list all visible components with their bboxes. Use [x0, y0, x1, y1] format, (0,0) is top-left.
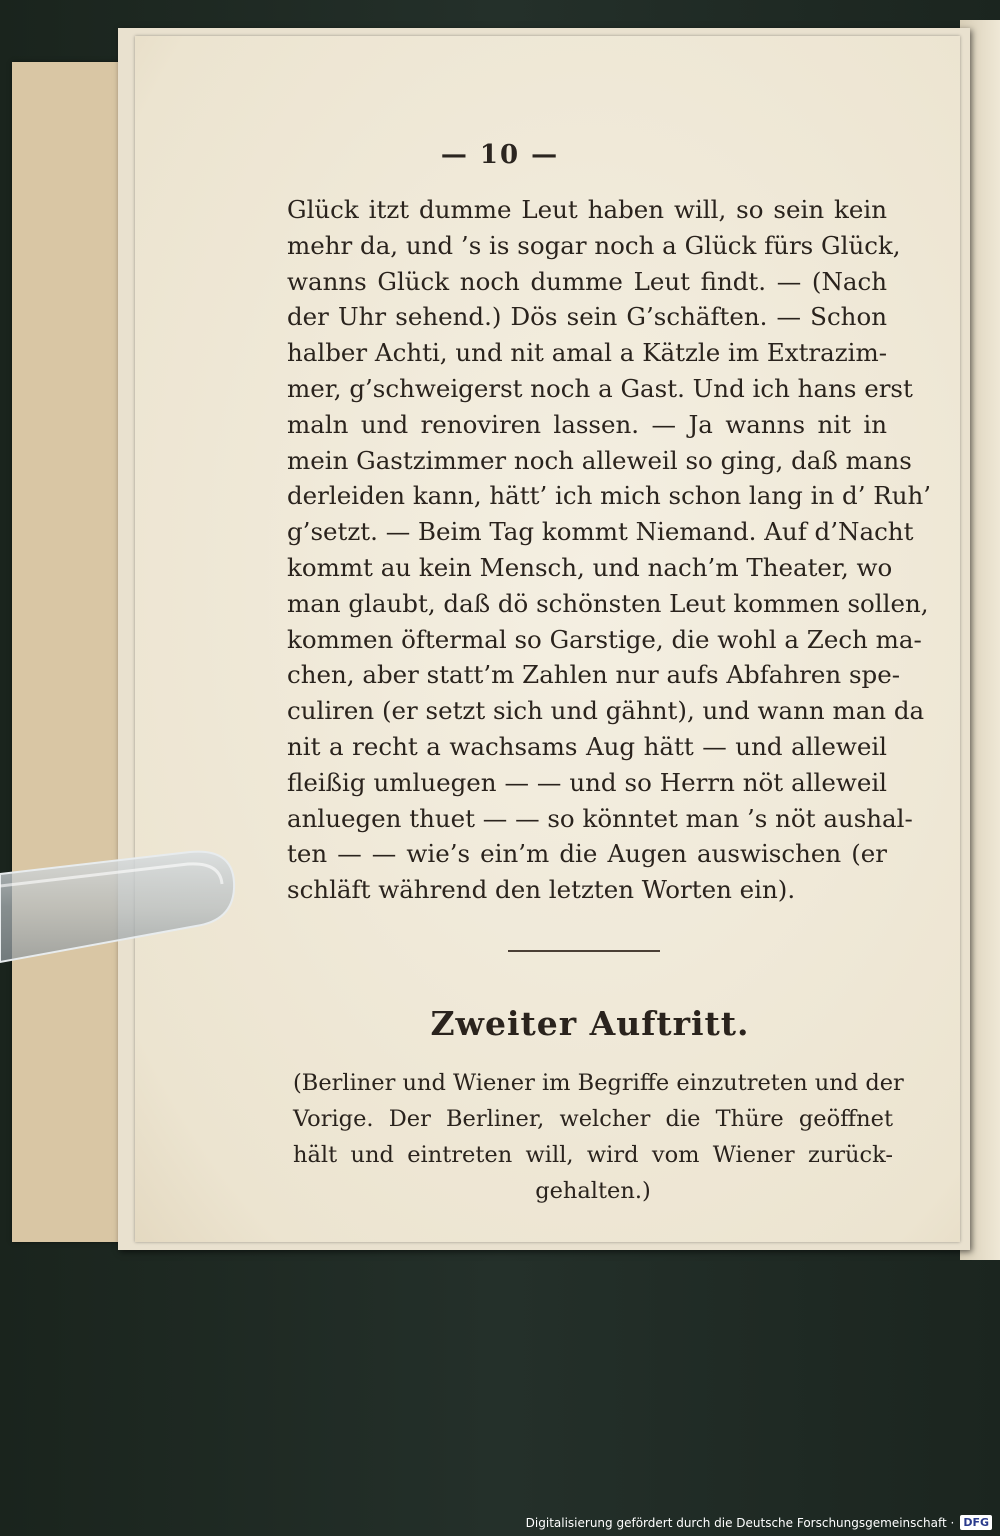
- section-divider: [508, 950, 660, 952]
- text-line: halber Achti, und nit amal a Kätzle im Extrazim-: [287, 338, 887, 368]
- text-line: mer, g’schweigerst noch a Gast. Und ich hans erst: [287, 373, 913, 403]
- text-line: der Uhr sehend.) Dös sein G’schäften. — Schon: [287, 302, 887, 332]
- text-line: ten — — wie’s ein’m die Augen auswischen (er: [287, 839, 887, 869]
- text-line: nit a recht a wachsams Aug hätt — und alleweil: [287, 731, 887, 761]
- text-line: kommt au kein Mensch, und nach’m Theater, wo: [287, 552, 893, 582]
- text-line: wanns Glück noch dumme Leut findt. — (Nach: [287, 266, 887, 296]
- text-line: mein Gastzimmer noch alleweil so ging, daß mans: [287, 445, 912, 475]
- text-line: g’setzt. — Beim Tag kommt Niemand. Auf d’Nacht: [287, 517, 914, 547]
- text-line: mehr da, und ’s is sogar noch a Glück fürs Glück,: [287, 230, 901, 260]
- text-line: maln und renoviren lassen. — Ja wanns nit in: [287, 409, 887, 439]
- stage-line: gehalten.): [535, 1178, 651, 1204]
- text-line: man glaubt, daß dö schönsten Leut kommen sollen,: [287, 588, 929, 618]
- text-line: anluegen thuet — — so könntet man ’s nöt aushal-: [287, 803, 913, 833]
- text-line: derleiden kann, hätt’ ich mich schon lang in d’ Ruh’: [287, 481, 932, 511]
- stage-line: (Berliner und Wiener im Begriffe einzutreten und der: [293, 1070, 904, 1096]
- text-line: chen, aber statt’m Zahlen nur aufs Abfahren spe-: [287, 660, 900, 690]
- stage-line: hält und eintreten will, wird vom Wiener zurück-: [293, 1142, 893, 1168]
- text-line: schläft während den letzten Worten ein).: [287, 875, 796, 905]
- scene-title: Zweiter Auftritt.: [430, 1004, 750, 1043]
- body-text: [287, 192, 932, 908]
- digitization-footer: [526, 1515, 992, 1530]
- stage-line: Vorige. Der Berliner, welcher die Thüre geöffnet: [293, 1106, 893, 1132]
- page-number: — 10 —: [440, 140, 560, 170]
- stage-direction: [293, 1065, 904, 1209]
- footer-text: Digitalisierung gefördert durch die Deutsche Forschungsgemeinschaft ·: [525, 1515, 955, 1530]
- dfg-logo: DFG: [960, 1515, 992, 1530]
- text-line: kommen öftermal so Garstige, die wohl a Zech ma-: [287, 624, 922, 654]
- text-line: fleißig umluegen — — und so Herrn nöt alleweil: [287, 767, 887, 797]
- text-line: Glück itzt dumme Leut haben will, so sein kein: [287, 195, 887, 224]
- text-line: culiren (er setzt sich und gähnt), und wann man da: [287, 696, 925, 726]
